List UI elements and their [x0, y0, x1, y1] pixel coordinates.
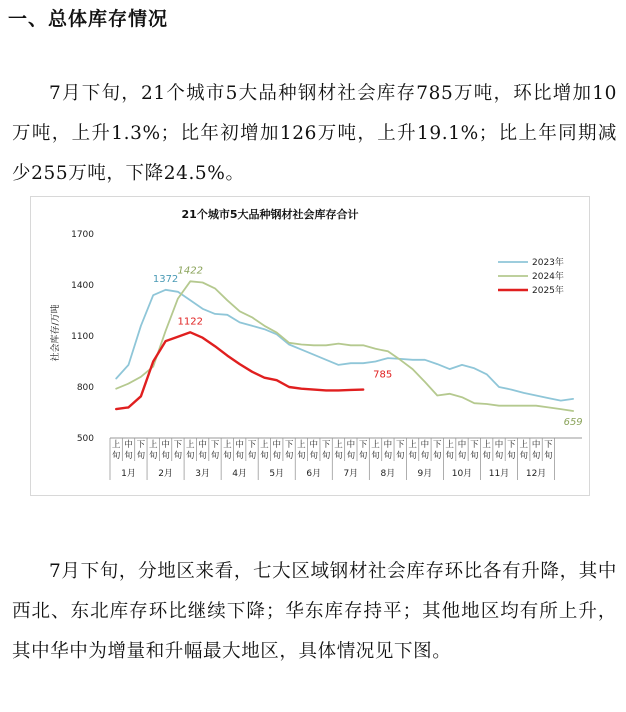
inventory-line-chart: [30, 196, 590, 496]
x-tick-label-top: 下: [470, 440, 479, 450]
x-tick-label-bottom: 旬: [383, 451, 393, 461]
x-tick-label-top: 中: [346, 440, 356, 450]
x-tick-label-bottom: 旬: [272, 451, 281, 461]
x-tick-label-bottom: 旬: [284, 451, 294, 461]
x-tick-label-top: 下: [321, 440, 331, 450]
x-tick-label-top: 中: [124, 440, 133, 450]
x-tick-label-bottom: 旬: [136, 451, 146, 461]
x-tick-label-top: 下: [173, 440, 183, 450]
y-tick-label: 1400: [71, 281, 94, 291]
x-month-label: 5月: [269, 469, 285, 479]
x-tick-label-top: 中: [383, 440, 393, 450]
y-tick-label: 500: [76, 434, 94, 444]
x-tick-label-top: 下: [544, 440, 553, 450]
x-tick-label-bottom: 旬: [395, 451, 405, 461]
x-tick-label-top: 中: [161, 440, 170, 450]
x-tick-label-bottom: 旬: [507, 451, 516, 461]
x-month-label: 6月: [306, 469, 322, 479]
x-tick-label-top: 上: [408, 440, 417, 450]
x-tick-label-top: 下: [507, 440, 516, 450]
x-tick-label-top: 中: [272, 440, 281, 450]
x-tick-label-bottom: 旬: [544, 451, 553, 461]
y-tick-label: 1700: [71, 230, 94, 240]
x-tick-label-bottom: 旬: [531, 451, 541, 461]
x-tick-label-bottom: 旬: [111, 451, 121, 461]
x-tick-label-bottom: 旬: [457, 451, 467, 461]
x-tick-label-top: 上: [519, 440, 528, 450]
x-month-label: 7月: [343, 469, 359, 479]
x-month-label: 2月: [158, 469, 173, 479]
x-tick-label-top: 下: [395, 440, 405, 450]
y-axis-label: 社会库存/万吨: [51, 304, 61, 362]
x-tick-label-top: 下: [358, 440, 368, 450]
data-label: 1122: [177, 316, 204, 328]
y-tick-label: 1100: [71, 332, 94, 342]
x-tick-label-top: 下: [284, 440, 294, 450]
x-month-label: 11月: [488, 469, 510, 479]
x-tick-label-top: 下: [136, 440, 146, 450]
x-month-label: 12月: [525, 469, 547, 479]
x-tick-label-top: 上: [371, 440, 380, 450]
x-month-label: 3月: [195, 469, 210, 479]
x-tick-label-bottom: 旬: [371, 451, 380, 461]
x-tick-label-top: 上: [148, 440, 158, 450]
x-tick-label-bottom: 旬: [198, 451, 207, 461]
x-tick-label-top: 下: [247, 440, 257, 450]
x-tick-label-bottom: 旬: [235, 451, 244, 461]
x-tick-label-bottom: 旬: [161, 451, 170, 461]
x-tick-label-bottom: 旬: [408, 451, 417, 461]
x-tick-label-bottom: 旬: [186, 451, 195, 461]
x-tick-label-bottom: 旬: [494, 451, 504, 461]
x-tick-label-top: 上: [297, 440, 306, 450]
x-tick-label-top: 中: [457, 440, 467, 450]
x-tick-label-top: 上: [111, 440, 121, 450]
x-tick-label-bottom: 旬: [482, 451, 491, 461]
x-month-label: 8月: [380, 469, 396, 479]
section-heading: 一、总体库存情况: [8, 8, 169, 30]
x-tick-label-top: 下: [433, 440, 442, 450]
x-tick-label-bottom: 旬: [309, 451, 319, 461]
chart-title: 21个城市5大品种钢材社会库存合计: [181, 208, 359, 221]
x-tick-label-bottom: 旬: [358, 451, 368, 461]
x-tick-label-top: 上: [223, 440, 232, 450]
x-tick-label-top: 中: [420, 440, 430, 450]
x-tick-label-top: 上: [334, 440, 343, 450]
regional-paragraph: 7月下旬，分地区来看，七大区域钢材社会库存环比各有升降，其中西北、东北库存环比继续下降；华东库存持平；其他地区均有所上升，其中华中为增量和升幅最大地区，具体情况见下图。: [12, 560, 617, 662]
x-tick-label-top: 中: [198, 440, 207, 450]
x-tick-label-bottom: 旬: [470, 451, 479, 461]
x-tick-label-bottom: 旬: [519, 451, 528, 461]
x-tick-label-bottom: 旬: [247, 451, 257, 461]
data-label: 1422: [177, 265, 204, 277]
x-tick-label-bottom: 旬: [346, 451, 356, 461]
x-month-label: 1月: [121, 469, 136, 479]
x-tick-label-top: 中: [531, 440, 541, 450]
legend-label-3: 2025年: [532, 286, 564, 296]
y-tick-label: 800: [76, 383, 94, 393]
x-tick-label-top: 上: [260, 440, 269, 450]
data-label: 659: [563, 416, 583, 428]
x-tick-label-bottom: 旬: [124, 451, 133, 461]
x-tick-label-bottom: 旬: [321, 451, 331, 461]
x-tick-label-top: 中: [235, 440, 244, 450]
legend-label-2: 2024年: [532, 272, 564, 282]
x-tick-label-bottom: 旬: [297, 451, 306, 461]
x-tick-label-bottom: 旬: [210, 451, 220, 461]
x-tick-label-bottom: 旬: [420, 451, 430, 461]
x-tick-label-top: 上: [482, 440, 491, 450]
x-tick-label-bottom: 旬: [260, 451, 269, 461]
x-tick-label-top: 上: [186, 440, 195, 450]
x-tick-label-top: 中: [494, 440, 504, 450]
x-tick-label-bottom: 旬: [445, 451, 454, 461]
data-label: 1372: [152, 273, 179, 285]
x-tick-label-bottom: 旬: [148, 451, 158, 461]
x-month-label: 9月: [417, 469, 433, 479]
x-tick-label-bottom: 旬: [334, 451, 343, 461]
x-tick-label-top: 中: [309, 440, 319, 450]
legend-label-1: 2023年: [532, 258, 564, 268]
summary-paragraph: 7月下旬，21个城市5大品种钢材社会库存785万吨，环比增加10万吨，上升1.3%；比年初增加126万吨，上升19.1%；比上年同期减少255万吨，下降24.5%。: [12, 82, 617, 184]
data-label: 785: [373, 369, 393, 381]
x-tick-label-bottom: 旬: [173, 451, 183, 461]
x-tick-label-top: 下: [210, 440, 220, 450]
x-tick-label-bottom: 旬: [223, 451, 232, 461]
x-tick-label-top: 上: [445, 440, 454, 450]
x-tick-label-bottom: 旬: [433, 451, 442, 461]
x-month-label: 10月: [451, 469, 473, 479]
x-month-label: 4月: [232, 469, 248, 479]
